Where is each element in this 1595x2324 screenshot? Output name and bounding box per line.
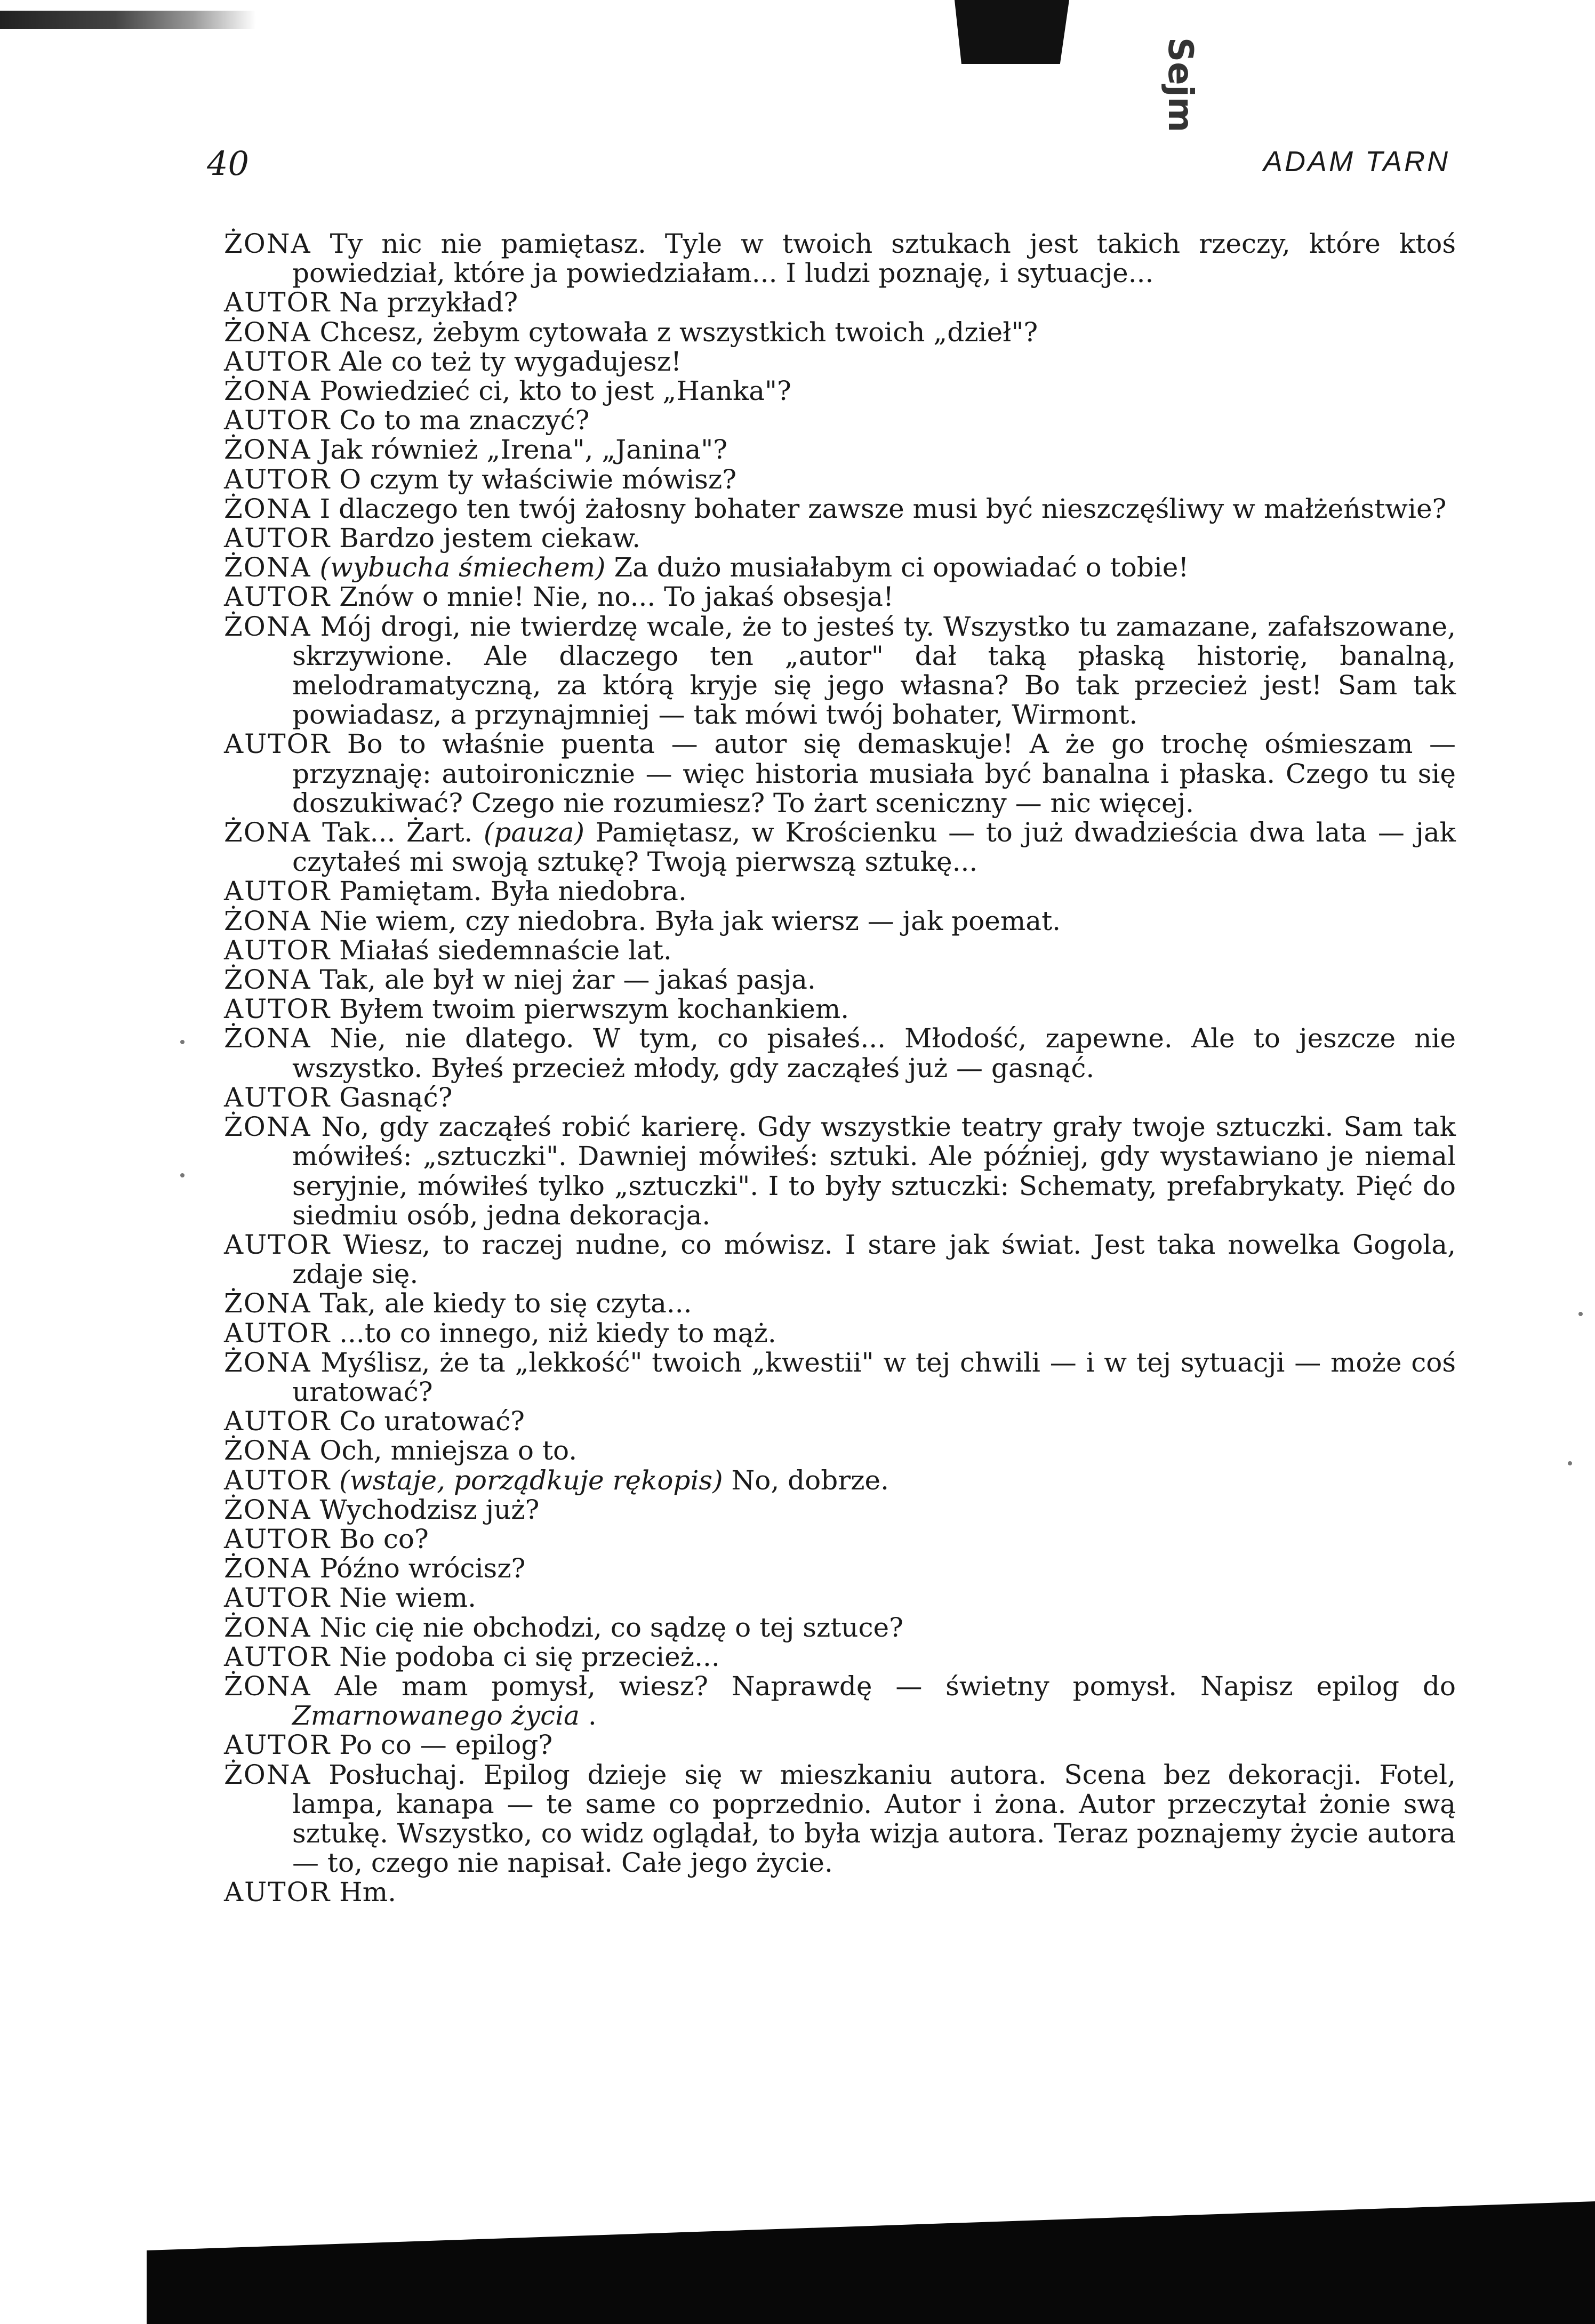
speaker-name: AUTOR <box>224 1317 331 1349</box>
dialogue-text: Myślisz, że ta „lekkość" twoich „kwestii" w tej chwili — i w tej sytuacji — może coś uratować? <box>292 1347 1456 1407</box>
margin-mark <box>1568 1461 1572 1465</box>
stage-direction: (wstaje, porządkuje rękopis) <box>339 1464 723 1496</box>
dialogue-text: Co to ma znaczyć? <box>339 405 590 436</box>
dialogue-text: Za dużo musiałabym ci opowiadać o tobie! <box>614 552 1189 583</box>
speaker-name: ŻONA <box>224 817 311 848</box>
speaker-name: ŻONA <box>224 964 311 996</box>
speaker-name: ŻONA <box>224 1494 311 1525</box>
dialogue-text: Nie wiem. <box>339 1582 477 1614</box>
dialogue-line <box>224 1878 1456 1907</box>
speaker-name: ŻONA <box>224 1435 311 1466</box>
dialogue-text: Co uratować? <box>339 1406 525 1437</box>
library-stamp: Sejm <box>1160 37 1200 133</box>
dialogue-text <box>224 229 1456 1908</box>
speaker-name: ŻONA <box>224 1553 311 1584</box>
speaker-name: ŻONA <box>224 611 311 642</box>
dialogue-line <box>224 907 1456 936</box>
dialogue-line <box>224 936 1456 965</box>
speaker-name: AUTOR <box>224 346 331 377</box>
dialogue-text: Wiesz, to raczej nudne, co mówisz. I stare jak świat. Jest taka nowelka Gogola, zdaje się. <box>292 1229 1456 1290</box>
dialogue-text: Chcesz, żebym cytowała z wszystkich twoich „dzieł"? <box>319 316 1038 348</box>
speaker-name: AUTOR <box>224 1729 331 1761</box>
dialogue-line <box>224 1730 1456 1760</box>
speaker-name: ŻONA <box>224 1111 311 1143</box>
speaker-name: ŻONA <box>224 493 311 524</box>
page-number: 40 <box>207 144 249 183</box>
speaker-name: AUTOR <box>224 1406 331 1437</box>
running-head: ADAM TARN <box>1263 146 1450 178</box>
dialogue-line <box>224 1319 1456 1348</box>
dialogue-line <box>224 1112 1456 1230</box>
dialogue-line <box>224 1642 1456 1672</box>
dialogue-text: Ale co też ty wygadujesz! <box>339 346 682 377</box>
speaker-name: AUTOR <box>224 1877 331 1908</box>
dialogue-line <box>224 229 1456 288</box>
dialogue-line <box>224 582 1456 612</box>
speaker-name: ŻONA <box>224 228 311 259</box>
dialogue-line <box>224 1024 1456 1083</box>
speaker-name: ŻONA <box>224 375 311 407</box>
speaker-name: AUTOR <box>224 1641 331 1672</box>
dialogue-text: Jak również „Irena", „Janina"? <box>319 434 728 466</box>
dialogue-line <box>224 612 1456 730</box>
speaker-name: AUTOR <box>224 1081 331 1113</box>
dialogue-line <box>224 1436 1456 1465</box>
dialogue-line <box>224 406 1456 435</box>
dialogue-line <box>224 376 1456 406</box>
dialogue-text: Pamiętam. Była niedobra. <box>339 876 687 907</box>
dialogue-text: Nie, nie dlatego. W tym, co pisałeś... Młodość, zapewne. Ale to jeszcze nie wszystko. Byłeś przecież młody, gdy zacząłeś już — gasnąć. <box>292 1023 1456 1084</box>
speaker-name: AUTOR <box>224 463 331 495</box>
speaker-name: ŻONA <box>224 552 311 583</box>
dialogue-line <box>224 995 1456 1024</box>
dialogue-line <box>224 1525 1456 1554</box>
dialogue-text: Nie wiem, czy niedobra. Była jak wiersz — jak poemat. <box>319 905 1061 936</box>
speaker-name: AUTOR <box>224 287 331 318</box>
speaker-name: AUTOR <box>224 876 331 907</box>
speaker-name: ŻONA <box>224 434 311 466</box>
margin-mark <box>180 1040 185 1044</box>
dialogue-text: O czym ty właściwie mówisz? <box>339 463 737 495</box>
dialogue-text: Ty nic nie pamiętasz. Tyle w twoich sztukach jest takich rzeczy, które ktoś powiedział, które ja powiedziałam... I ludzi poznaję, i sytuacje... <box>292 228 1456 289</box>
scan-shadow-band <box>147 2201 1595 2324</box>
speaker-name: AUTOR <box>224 1229 331 1260</box>
dialogue-text: Ale mam pomysł, wiesz? Naprawdę — świetny pomysł. Napisz epilog do <box>334 1670 1456 1702</box>
dialogue-text: Nic cię nie obchodzi, co sądzę o tej sztuce? <box>319 1612 903 1643</box>
stage-direction: (wybucha śmiechem) <box>319 552 606 583</box>
dialogue-text: Powiedzieć ci, kto to jest „Hanka"? <box>319 375 791 407</box>
dialogue-text: Gasnąć? <box>339 1081 453 1113</box>
stage-direction: (pauza) <box>483 817 585 848</box>
dialogue-line <box>224 553 1456 582</box>
speaker-name: ŻONA <box>224 316 311 348</box>
dialogue-line <box>224 524 1456 553</box>
dialogue-text: Po co — epilog? <box>339 1729 553 1761</box>
dialogue-line <box>224 347 1456 376</box>
dialogue-text: Wychodzisz już? <box>319 1494 540 1525</box>
dialogue-text: ...to co innego, niż kiedy to mąż. <box>339 1317 776 1349</box>
dialogue-text: Tak, ale był w niej żar — jakaś pasja. <box>319 964 816 996</box>
speaker-name: AUTOR <box>224 993 331 1025</box>
speaker-name: AUTOR <box>224 1582 331 1614</box>
dialogue-text: Znów o mnie! Nie, no... To jakaś obsesja! <box>339 581 894 613</box>
speaker-name: AUTOR <box>224 581 331 613</box>
dialogue-line <box>224 965 1456 995</box>
dialogue-text: Na przykład? <box>339 287 518 318</box>
speaker-name: ŻONA <box>224 1759 311 1790</box>
dialogue-line <box>224 465 1456 494</box>
speaker-name: ŻONA <box>224 905 311 936</box>
dialogue-line <box>224 288 1456 317</box>
speaker-name: ŻONA <box>224 1347 311 1378</box>
dialogue-text-before: Tak... Żart. <box>322 817 473 848</box>
play-title: Zmarnowanego życia <box>292 1700 580 1732</box>
speaker-name: AUTOR <box>224 405 331 436</box>
speaker-name: ŻONA <box>224 1288 311 1319</box>
dialogue-text: Pamiętasz, w Krościenku — to już dwadzieścia dwa lata — jak czytałeś mi swoją sztukę? Twoją pierwszą sztukę... <box>292 817 1456 878</box>
dialogue-line <box>224 1230 1456 1289</box>
dialogue-line <box>224 1495 1456 1525</box>
dialogue-text: No, gdy zacząłeś robić karierę. Gdy wszystkie teatry grały twoje sztuczki. Sam tak mówiłeś: „sztuczki". Dawniej mówiłeś: sztuki. Ale później, gdy wystawiano je niemal seryjnie, mówiłeś tylko „sztuczki". I to były sztuczki: Schematy, prefabrykaty. Pięć do siedmiu osób, jedna dekoracja. <box>292 1111 1456 1231</box>
dialogue-text: Bo co? <box>339 1523 429 1554</box>
dialogue-line <box>224 877 1456 906</box>
dialogue-text: Hm. <box>339 1877 397 1908</box>
dialogue-line <box>224 1407 1456 1436</box>
dialogue-line <box>224 730 1456 818</box>
dialogue-line <box>224 1672 1456 1730</box>
margin-mark <box>1578 1312 1583 1316</box>
speaker-name: ŻONA <box>224 1023 311 1054</box>
dialogue-line <box>224 1760 1456 1878</box>
dialogue-text-after: . <box>588 1700 597 1732</box>
dialogue-line <box>224 818 1456 877</box>
dialogue-text: I dlaczego ten twój żałosny bohater zawsze musi być nieszczęśliwy w małżeństwie? <box>319 493 1447 524</box>
binding-mark <box>955 0 1069 64</box>
dialogue-text: Późno wrócisz? <box>319 1553 526 1584</box>
speaker-name: AUTOR <box>224 1523 331 1554</box>
dialogue-line <box>224 318 1456 347</box>
speaker-name: AUTOR <box>224 523 331 554</box>
dialogue-line <box>224 1289 1456 1318</box>
dialogue-line <box>224 1083 1456 1112</box>
dialogue-text: No, dobrze. <box>731 1464 889 1496</box>
dialogue-line <box>224 1348 1456 1407</box>
dialogue-line <box>224 1583 1456 1613</box>
dialogue-text: Miałaś siedemnaście lat. <box>339 934 672 966</box>
dialogue-text: Byłem twoim pierwszym kochankiem. <box>339 993 849 1025</box>
dialogue-line <box>224 435 1456 464</box>
dialogue-text: Bo to właśnie puenta — autor się demaskuje! A że go trochę ośmieszam — przyznaję: autoironicznie — więc historia musiała być banalna i płaska. Czego tu się doszukiwać? Czego nie rozumiesz? To żart sceniczny — nic więcej. <box>292 728 1456 819</box>
dialogue-line <box>224 1554 1456 1583</box>
dialogue-line <box>224 1466 1456 1495</box>
dialogue-text: Och, mniejsza o to. <box>319 1435 578 1466</box>
scan-streak <box>0 11 256 29</box>
speaker-name: ŻONA <box>224 1612 311 1643</box>
dialogue-line <box>224 1613 1456 1642</box>
margin-mark <box>180 1173 185 1177</box>
dialogue-text: Mój drogi, nie twierdzę wcale, że to jesteś ty. Wszystko tu zamazane, zafałszowane, skrzywione. Ale dlaczego ten „autor" dał taką płaską historię, banalną, melodramatyczną, za którą kryje się jego własna? Bo tak przecież jest! Sam tak powiadasz, a przynajmniej — tak mówi twój bohater, Wirmont. <box>292 611 1456 731</box>
speaker-name: AUTOR <box>224 1464 331 1496</box>
speaker-name: AUTOR <box>224 728 331 760</box>
dialogue-text: Nie podoba ci się przecież... <box>339 1641 720 1672</box>
speaker-name: ŻONA <box>224 1670 311 1702</box>
dialogue-text: Tak, ale kiedy to się czyta... <box>319 1288 692 1319</box>
speaker-name: AUTOR <box>224 934 331 966</box>
dialogue-text: Posłuchaj. Epilog dzieje się w mieszkaniu autora. Scena bez dekoracji. Fotel, lampa, kanapa — te same co poprzednio. Autor i żona. Autor przeczytał żonie swą sztukę. Wszystko, co widz oglądał, to była wizja autora. Teraz poznajemy życie autora — to, czego nie napisał. Całe jego życie. <box>292 1759 1456 1879</box>
dialogue-line <box>224 494 1456 524</box>
dialogue-text: Bardzo jestem ciekaw. <box>339 523 641 554</box>
